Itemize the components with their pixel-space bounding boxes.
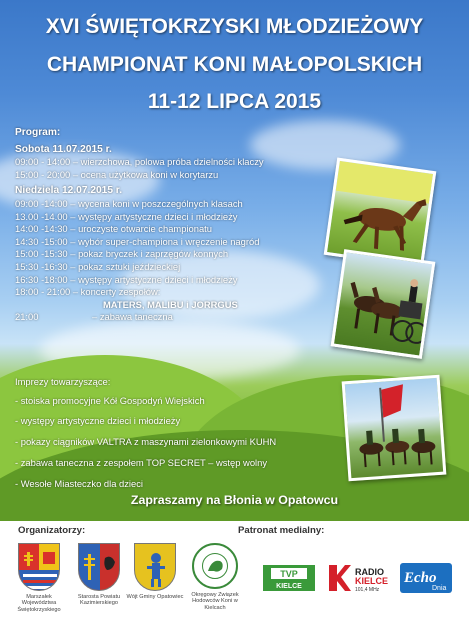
side-event-item: - zabawa taneczna z zespołem TOP SECRET – wstęp wolny — [15, 456, 268, 468]
side-event-item: - Wesołe Miasteczko dla dzieci — [15, 477, 143, 489]
program-item-last — [15, 311, 335, 324]
program-item: 09:00 -14:00 – wycena koni w poszczególnych klasach — [15, 197, 243, 209]
title-line-3: 11-12 LIPCA 2015 — [147, 90, 322, 113]
side-events-section — [15, 376, 345, 499]
last-item: – zabawa taneczna — [92, 311, 173, 323]
organizer-wojt — [126, 543, 184, 600]
photo-carriage — [331, 249, 436, 359]
title-line-2: CHAMPIONAT KONI MAŁOPOLSKICH — [46, 53, 423, 76]
organizer-starosta — [70, 543, 128, 607]
program-heading: Program: — [15, 127, 61, 138]
echo-sub: Dnia — [432, 585, 447, 592]
radio-freq: 101,4 MHz — [355, 587, 380, 593]
program-section — [15, 127, 335, 324]
program-item: 13.00 -14.00 – występy artystyczne dzieci i młodzieży — [15, 210, 238, 222]
program-item: 16:30 -18:00 – występy artystyczne dzieci i młodzieży — [15, 273, 238, 285]
program-item: 14:30 -15:00 – wybór super-championa i wręczenie nagród — [15, 235, 260, 247]
photo-galloping-horse — [324, 158, 437, 269]
organizer-marshal — [10, 543, 68, 613]
organizer-horse-breeders — [186, 543, 244, 611]
echo-dnia-logo — [400, 563, 452, 593]
radio-kielce-logo — [327, 563, 397, 593]
coat-of-arms-voivodeship-icon — [18, 543, 60, 591]
radio-top: RADIO — [355, 567, 384, 577]
tvp-kielce-logo — [263, 563, 315, 593]
side-event-item: - stoiska promocyjne Kół Gospodyń Wiejskich — [15, 394, 205, 406]
organizer-caption: Wójt Gminy Opatowiec — [126, 594, 184, 600]
radio-bottom: KIELCE — [355, 576, 389, 586]
bands-list: MATERS, MALIBU i JORRGUS — [103, 298, 238, 310]
program-item: 14:00 -14:30 – uroczyste otwarcie championatu — [15, 223, 212, 235]
coat-of-arms-commune-icon — [134, 543, 176, 591]
side-event-item: - występy artystyczne dzieci i młodzieży — [15, 415, 181, 427]
organizers-label: Organizatorzy: — [18, 525, 86, 536]
echo-name: Echo — [404, 570, 437, 586]
tvp-city: KIELCE — [276, 583, 302, 590]
carriage-illustration — [333, 252, 435, 358]
riders-illustration — [345, 377, 447, 481]
tvp-name: TVP — [280, 569, 298, 579]
title-line-1: XVI ŚWIĘTOKRZYSKI MŁODZIEŻOWY — [45, 15, 424, 38]
organizer-caption: Starosta Powiatu Kazimierskiego — [77, 594, 121, 607]
media-patrons-label: Patronat medialny: — [238, 525, 325, 536]
day1-heading: Sobota 11.07.2015 r. — [15, 143, 112, 155]
sponsors-footer — [0, 521, 469, 640]
program-item: 15:00 -15:30 – pokaz bryczek i zaprzęgów konnych — [15, 248, 229, 260]
day2-heading: Niedziela 12.07.2015 r. — [15, 185, 123, 197]
program-item: 09:00 - 14:00 – wierzchowa, polowa próba dzielności klaczy — [15, 156, 264, 168]
horse-breeders-seal-icon — [192, 543, 238, 589]
organizer-caption: Okręgowy Związek Hodowców Koni w Kielcach — [191, 592, 239, 611]
photo-riders-with-flag — [342, 375, 447, 482]
program-item: 15:00 - 20:00 – ocena użytkowa koni w korytarzu — [15, 168, 219, 180]
coat-of-arms-county-icon — [78, 543, 120, 591]
last-time: 21:00 — [15, 311, 39, 323]
organizer-caption: Marszałek Województwa Świętokrzyskiego — [17, 594, 61, 613]
program-item: 15:30 -16:30 – pokaz sztuki jeździeckiej — [15, 260, 181, 272]
invitation-text: Zapraszamy na Błonia w Opatowcu — [130, 493, 339, 507]
side-event-item: - pokazy ciągników VALTRA z maszynami zielonkowymi KUHN — [15, 436, 277, 448]
program-item: 18:00 - 21:00 – koncerty zespołów: — [15, 286, 161, 298]
side-events-heading: Imprezy towarzyszące: — [15, 376, 111, 387]
